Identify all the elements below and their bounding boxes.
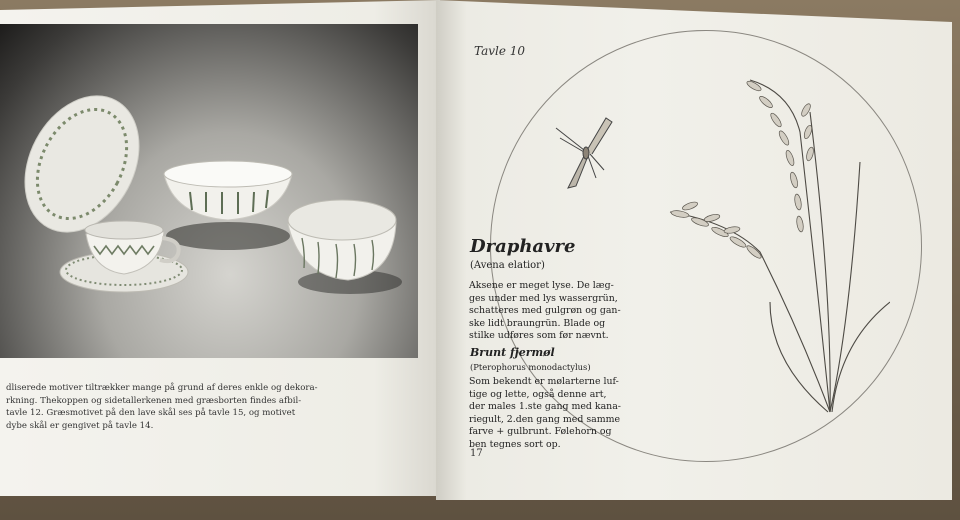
insect-description xyxy=(469,376,629,451)
insect-text-line: Som bekendt er mølarterne luf- xyxy=(469,376,619,387)
plant-latin-name: (Avena elatior) xyxy=(470,260,545,271)
caption-line: tavle 12. Græsmotivet på den lave skål ses på tavle 15, og motivet xyxy=(6,408,296,419)
oat-grass-drawing xyxy=(650,72,890,422)
caption-line: dliserede motiver tiltrækker mange på grund af deres enkle og dekora- xyxy=(6,383,318,393)
plant-text-line: schatteres med gulgrøn og gan- xyxy=(469,305,621,316)
insect-text-line: farve + gulbrunt. Følehorn og xyxy=(469,426,612,437)
plant-title: Draphavre xyxy=(470,236,576,257)
insect-text-line: der males 1.ste gang med kana- xyxy=(469,401,621,412)
page-number: 17 xyxy=(470,448,483,459)
plant-text-line: stilke udføres som før nævnt. xyxy=(469,330,609,341)
photo-caption xyxy=(6,382,426,432)
caption-line: rkning. Thekoppen og sidetallerkenen med græsborten findes afbil- xyxy=(6,395,302,406)
plant-text-line: ges under med lys wassergrün, xyxy=(469,292,618,304)
porcelain-illustration xyxy=(0,24,418,358)
insect-text-line: tige og lette, også denne art, xyxy=(469,388,607,400)
caption-line: dybe skål er gengivet på tavle 14. xyxy=(6,420,154,431)
insect-text-line: ben tegnes sort op. xyxy=(469,438,561,450)
grass-spikelets xyxy=(671,79,815,260)
plant-text-line: ske lidt braungrün. Blade og xyxy=(469,317,606,329)
moth-drawing xyxy=(548,108,618,194)
plate-label: Tavle 10 xyxy=(474,44,526,58)
insect-title: Brunt fjermøl xyxy=(470,346,555,359)
plant-text-line: Aksene er meget lyse. De læg- xyxy=(469,280,614,291)
porcelain-photo xyxy=(0,24,418,358)
plant-description xyxy=(469,280,629,343)
insect-text-line: riegult, 2.den gang med samme xyxy=(469,413,621,425)
insect-latin-name: (Pterophorus monodactylus) xyxy=(470,362,591,372)
